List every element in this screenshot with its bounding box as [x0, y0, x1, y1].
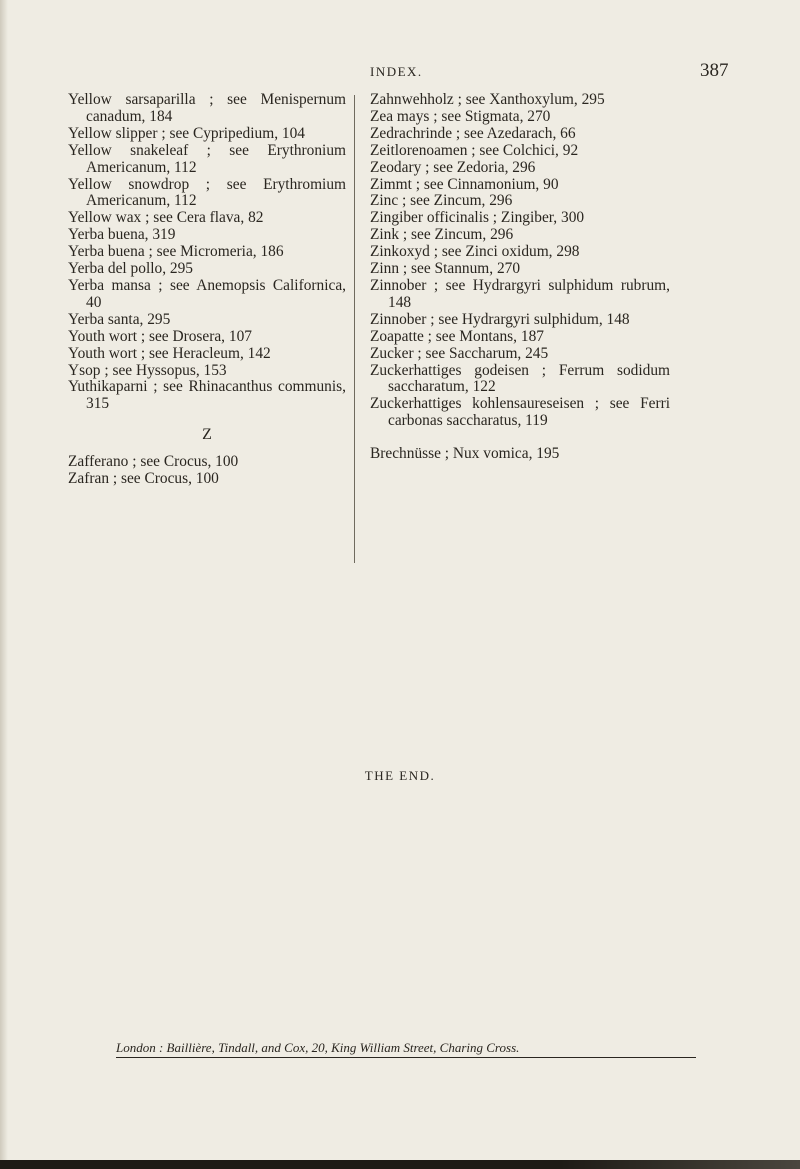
index-entry: Zimmt ; see Cinnamonium, 90 — [370, 175, 559, 193]
index-entry: Zinc ; see Zincum, 296 — [370, 192, 513, 210]
letter-heading-z: Z — [202, 426, 212, 444]
index-entry: Zedrachrinde ; see Azedarach, 66 — [370, 124, 576, 142]
index-entry: Zinkoxyd ; see Zinci oxidum, 298 — [370, 243, 580, 261]
index-entry: Yerba buena ; see Micromeria, 186 — [68, 243, 284, 261]
index-entry: Youth wort ; see Heracleum, 142 — [68, 344, 271, 362]
index-entry: Zeodary ; see Zedoria, 296 — [370, 158, 536, 176]
index-entry: Zuckerhattiges godeisen ; Ferrum sodidum saccharatum, 122 — [370, 361, 670, 396]
index-entry: Zinn ; see Stannum, 270 — [370, 260, 521, 278]
index-entry: Brechnüsse ; Nux vomica, 195 — [370, 445, 560, 463]
index-entry: Yuthikaparni ; see Rhinacanthus communis, 315 — [68, 378, 346, 413]
column-divider — [354, 95, 355, 563]
page-number: 387 — [700, 60, 729, 81]
index-entry: Yerba del pollo, 295 — [68, 260, 193, 278]
running-title: INDEX. — [370, 64, 423, 79]
index-entry: Zingiber officinalis ; Zingiber, 300 — [370, 209, 585, 227]
left-column — [68, 92, 346, 488]
index-entry: Zuckerhattiges kohlensaureseisen ; see Ferri carbonas saccharatus, 119 — [370, 395, 670, 430]
index-entry: Yellow slipper ; see Cypripedium, 104 — [68, 124, 305, 142]
index-entry: Zeitlorenoamen ; see Colchici, 92 — [370, 141, 579, 159]
index-entry: Zink ; see Zincum, 296 — [370, 226, 514, 244]
index-entry: Yellow snowdrop ; see Erythromium Americanum, 112 — [68, 175, 346, 210]
printer-imprint: London : Baillière, Tindall, and Cox, 20, King William Street, Charing Cross. — [116, 1040, 696, 1058]
page-header — [0, 60, 800, 84]
index-entry: Yellow wax ; see Cera flava, 82 — [68, 209, 264, 227]
right-column — [370, 92, 670, 463]
index-entry: Yerba buena, 319 — [68, 226, 176, 244]
page-bottom-edge — [0, 1160, 800, 1169]
index-entry: Ysop ; see Hyssopus, 153 — [68, 361, 227, 379]
index-entry: Yellow snakeleaf ; see Erythronium Americanum, 112 — [68, 141, 346, 176]
index-entry: Zahnwehholz ; see Xanthoxylum, 295 — [370, 91, 605, 108]
end-text: THE END. — [364, 768, 436, 783]
index-entry: Zoapatte ; see Montans, 187 — [370, 327, 544, 345]
index-entry: Zinnober ; see Hydrargyri sulphidum, 148 — [370, 310, 630, 328]
index-entry: Zinnober ; see Hydrargyri sulphidum rubrum, 148 — [370, 276, 670, 311]
page-edge-shadow — [0, 0, 8, 1169]
index-entry: Yellow sarsaparilla ; see Menispernum canadum, 184 — [68, 91, 346, 125]
index-entry: Zea mays ; see Stigmata, 270 — [370, 107, 551, 125]
index-entry: Zucker ; see Saccharum, 245 — [370, 344, 549, 362]
index-entry: Zafferano ; see Crocus, 100 — [68, 453, 239, 471]
index-entry: Youth wort ; see Drosera, 107 — [68, 327, 252, 345]
index-entry: Yerba mansa ; see Anemopsis Californica, 40 — [68, 276, 346, 311]
index-entry: Yerba santa, 295 — [68, 310, 171, 328]
index-entry: Zafran ; see Crocus, 100 — [68, 470, 219, 488]
